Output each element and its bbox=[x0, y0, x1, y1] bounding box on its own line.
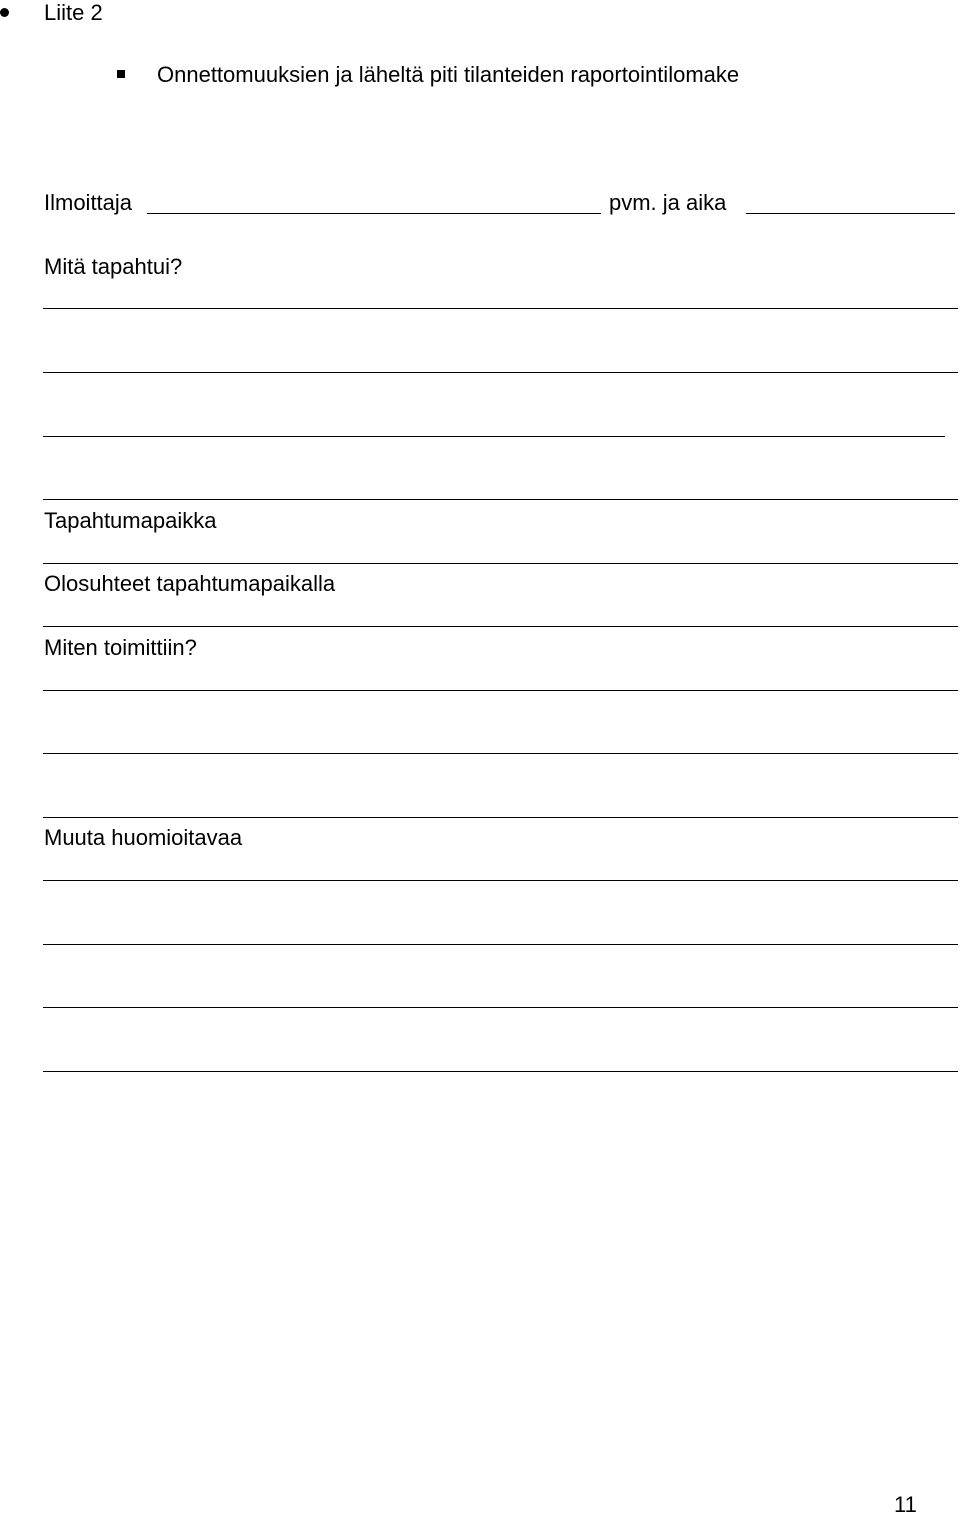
writing-line[interactable] bbox=[43, 880, 958, 881]
bullet-icon bbox=[0, 8, 9, 17]
writing-line[interactable] bbox=[43, 372, 958, 373]
datetime-label: pvm. ja aika bbox=[609, 190, 727, 215]
datetime-underline bbox=[746, 213, 955, 214]
writing-line[interactable] bbox=[43, 499, 958, 500]
reporter-label: Ilmoittaja bbox=[44, 190, 133, 215]
writing-line[interactable] bbox=[43, 1071, 958, 1072]
attachment-label: Liite 2 bbox=[44, 0, 103, 25]
reporter-field[interactable] bbox=[150, 189, 596, 213]
page-number: 11 bbox=[894, 1492, 917, 1517]
writing-line[interactable] bbox=[43, 944, 958, 945]
reporter-underline bbox=[147, 213, 601, 214]
actions-label: Miten toimittiin? bbox=[44, 635, 197, 660]
other-label: Muuta huomioitavaa bbox=[44, 825, 243, 850]
writing-line[interactable] bbox=[43, 753, 958, 754]
square-bullet-icon bbox=[117, 70, 125, 78]
form-title: Onnettomuuksien ja läheltä piti tilanteiden raportointilomake bbox=[157, 62, 740, 87]
writing-line[interactable] bbox=[43, 563, 958, 564]
location-label: Tapahtumapaikka bbox=[44, 508, 217, 533]
writing-line[interactable] bbox=[43, 436, 945, 437]
conditions-label: Olosuhteet tapahtumapaikalla bbox=[44, 571, 336, 596]
writing-line[interactable] bbox=[43, 690, 958, 691]
writing-line[interactable] bbox=[43, 308, 958, 309]
writing-line[interactable] bbox=[43, 1007, 958, 1008]
writing-line[interactable] bbox=[43, 626, 958, 627]
writing-line[interactable] bbox=[43, 817, 958, 818]
what-happened-label: Mitä tapahtui? bbox=[44, 254, 183, 279]
datetime-field[interactable] bbox=[749, 189, 951, 213]
